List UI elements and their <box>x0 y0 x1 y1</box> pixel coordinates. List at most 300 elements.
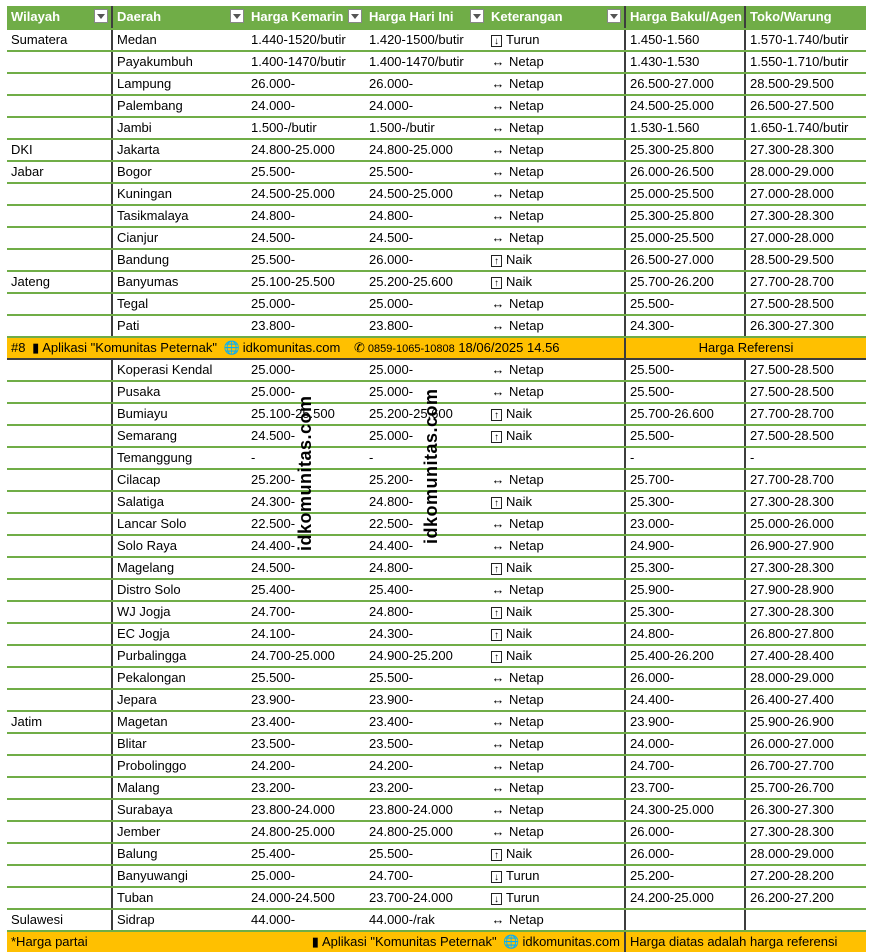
table-row <box>7 799 866 821</box>
table-row <box>7 271 866 293</box>
cell-bakul: 24.900- <box>625 535 745 557</box>
cell-toko: 26.700-27.700 <box>745 755 866 777</box>
cell-harga-hari-ini: 25.400- <box>365 579 487 601</box>
cell-harga-hari-ini: 24.800- <box>365 557 487 579</box>
up-arrow-icon: ↑ <box>491 607 502 619</box>
banner-phone[interactable]: 0859-1065-10808 <box>367 342 455 355</box>
cell-bakul: 26.000-26.500 <box>625 161 745 183</box>
cell-harga-kemarin: 44.000- <box>247 909 365 931</box>
cell-wilayah <box>7 73 112 95</box>
cell-keterangan <box>487 161 625 183</box>
cell-keterangan <box>487 469 625 491</box>
cell-keterangan <box>487 843 625 865</box>
cell-harga-kemarin: 25.500- <box>247 161 365 183</box>
trend-label: Netap <box>509 318 544 333</box>
cell-harga-kemarin: 25.400- <box>247 843 365 865</box>
table-row <box>7 29 866 51</box>
cell-harga-hari-ini: 24.800-25.000 <box>365 821 487 843</box>
table-row <box>7 557 866 579</box>
cell-wilayah <box>7 579 112 601</box>
trend-label: Netap <box>509 230 544 245</box>
cell-wilayah <box>7 887 112 909</box>
cell-harga-kemarin: 24.700-25.000 <box>247 645 365 667</box>
cell-daerah: WJ Jogja <box>112 601 247 623</box>
trend-label: Naik <box>506 406 533 421</box>
cell-wilayah <box>7 359 112 381</box>
cell-harga-hari-ini: 23.200- <box>365 777 487 799</box>
up-arrow-icon: ↑ <box>491 629 502 641</box>
cell-harga-kemarin: 24.300- <box>247 491 365 513</box>
cell-toko: 25.700-26.700 <box>745 777 866 799</box>
cell-daerah: Purbalingga <box>112 645 247 667</box>
table-row <box>7 117 866 139</box>
cell-harga-hari-ini: 1.420-1500/butir <box>365 29 487 51</box>
cell-toko: 28.000-29.000 <box>745 667 866 689</box>
cell-toko: 27.300-28.300 <box>745 821 866 843</box>
cell-keterangan <box>487 95 625 117</box>
up-arrow-icon: ↑ <box>491 849 502 861</box>
cell-keterangan <box>487 249 625 271</box>
table-row <box>7 887 866 909</box>
cell-harga-kemarin: 24.000- <box>247 95 365 117</box>
globe-icon: 🌐 <box>223 339 240 355</box>
cell-daerah: Sidrap <box>112 909 247 931</box>
cell-harga-kemarin: 24.500-25.000 <box>247 183 365 205</box>
cell-daerah: Solo Raya <box>112 535 247 557</box>
cell-daerah: EC Jogja <box>112 623 247 645</box>
cell-wilayah <box>7 315 112 337</box>
cell-keterangan <box>487 315 625 337</box>
header-label: Harga Bakul/Agen <box>630 9 742 24</box>
cell-bakul: 25.700- <box>625 469 745 491</box>
cell-toko: 27.700-28.700 <box>745 403 866 425</box>
cell-keterangan <box>487 755 625 777</box>
cell-keterangan <box>487 821 625 843</box>
filter-dropdown-icon[interactable] <box>607 9 621 23</box>
cell-daerah: Jakarta <box>112 139 247 161</box>
cell-harga-kemarin: - <box>247 447 365 469</box>
phone-app-icon: ▮ <box>311 934 319 949</box>
col-header-daerah[interactable] <box>112 6 247 29</box>
trend-label: Netap <box>509 362 544 377</box>
cell-bakul: - <box>625 447 745 469</box>
cell-harga-hari-ini: 44.000-/rak <box>365 909 487 931</box>
cell-harga-kemarin: 24.700- <box>247 601 365 623</box>
up-arrow-icon: ↑ <box>491 651 502 663</box>
trend-label: Naik <box>506 274 533 289</box>
cell-wilayah <box>7 777 112 799</box>
cell-harga-hari-ini: 24.300- <box>365 623 487 645</box>
cell-daerah: Lancar Solo <box>112 513 247 535</box>
cell-harga-hari-ini: 23.900- <box>365 689 487 711</box>
cell-harga-kemarin: 1.500-/butir <box>247 117 365 139</box>
cell-wilayah <box>7 293 112 315</box>
cell-harga-kemarin: 22.500- <box>247 513 365 535</box>
cell-bakul: 25.300-25.800 <box>625 139 745 161</box>
cell-keterangan <box>487 117 625 139</box>
steady-arrow-icon: ↔ <box>491 54 505 69</box>
cell-wilayah <box>7 381 112 403</box>
cell-bakul: 24.800- <box>625 623 745 645</box>
cell-bakul: 25.200- <box>625 865 745 887</box>
steady-arrow-icon: ↔ <box>491 362 505 377</box>
down-arrow-icon: ↓ <box>491 35 502 47</box>
cell-harga-hari-ini: 23.800- <box>365 315 487 337</box>
cell-harga-hari-ini: 22.500- <box>365 513 487 535</box>
table-row <box>7 733 866 755</box>
cell-harga-hari-ini: 24.800- <box>365 601 487 623</box>
steady-arrow-icon: ↔ <box>491 208 505 223</box>
steady-arrow-icon: ↔ <box>491 472 505 487</box>
cell-wilayah: DKI <box>7 139 112 161</box>
cell-bakul: 26.500-27.000 <box>625 73 745 95</box>
cell-harga-kemarin: 24.800-25.000 <box>247 139 365 161</box>
cell-bakul: 25.900- <box>625 579 745 601</box>
cell-wilayah <box>7 425 112 447</box>
trend-label: Netap <box>509 98 544 113</box>
cell-bakul: 24.400- <box>625 689 745 711</box>
steady-arrow-icon: ↔ <box>491 714 505 729</box>
cell-keterangan <box>487 183 625 205</box>
trend-label: Netap <box>509 142 544 157</box>
trend-label: Netap <box>509 120 544 135</box>
trend-label: Naik <box>506 846 533 861</box>
cell-toko: 28.500-29.500 <box>745 249 866 271</box>
cell-harga-kemarin: 23.800- <box>247 315 365 337</box>
cell-toko: 27.400-28.400 <box>745 645 866 667</box>
cell-bakul: 25.700-26.600 <box>625 403 745 425</box>
header-label: Daerah <box>117 9 162 24</box>
steady-arrow-icon: ↔ <box>491 230 505 245</box>
trend-label: Naik <box>506 428 533 443</box>
cell-daerah: Balung <box>112 843 247 865</box>
cell-harga-hari-ini: 23.400- <box>365 711 487 733</box>
footer-note: *Harga partai <box>7 931 247 952</box>
steady-arrow-icon: ↔ <box>491 802 505 817</box>
footer-ref-note: Harga diatas adalah harga referensi <box>625 931 866 952</box>
cell-wilayah <box>7 469 112 491</box>
trend-label: Naik <box>506 626 533 641</box>
steady-arrow-icon: ↔ <box>491 692 505 707</box>
cell-harga-kemarin: 23.800-24.000 <box>247 799 365 821</box>
cell-keterangan <box>487 733 625 755</box>
trend-label: Netap <box>509 714 544 729</box>
globe-icon: 🌐 <box>503 934 520 949</box>
cell-bakul: 26.000- <box>625 667 745 689</box>
cell-daerah: Jepara <box>112 689 247 711</box>
trend-label: Netap <box>509 384 544 399</box>
cell-keterangan <box>487 601 625 623</box>
cell-harga-kemarin: 1.400-1470/butir <box>247 51 365 73</box>
steady-arrow-icon: ↔ <box>491 912 505 927</box>
cell-wilayah <box>7 51 112 73</box>
cell-wilayah <box>7 601 112 623</box>
cell-toko: 27.000-28.000 <box>745 227 866 249</box>
col-header-wilayah[interactable] <box>7 6 112 29</box>
cell-daerah: Bogor <box>112 161 247 183</box>
cell-bakul: 25.300-25.800 <box>625 205 745 227</box>
cell-toko: 28.000-29.000 <box>745 843 866 865</box>
banner-row <box>7 337 866 359</box>
cell-keterangan <box>487 205 625 227</box>
cell-keterangan <box>487 139 625 161</box>
cell-bakul: 24.300-25.000 <box>625 799 745 821</box>
cell-harga-kemarin: 25.000- <box>247 381 365 403</box>
cell-harga-kemarin: 25.000- <box>247 865 365 887</box>
cell-keterangan <box>487 359 625 381</box>
steady-arrow-icon: ↔ <box>491 318 505 333</box>
col-header-toko <box>745 6 866 29</box>
cell-daerah: Jambi <box>112 117 247 139</box>
cell-harga-hari-ini: 24.500-25.000 <box>365 183 487 205</box>
cell-keterangan <box>487 447 625 469</box>
banner-info <box>7 337 625 359</box>
cell-daerah: Surabaya <box>112 799 247 821</box>
cell-wilayah <box>7 403 112 425</box>
cell-toko: 27.200-28.200 <box>745 865 866 887</box>
steady-arrow-icon: ↔ <box>491 164 505 179</box>
cell-keterangan <box>487 293 625 315</box>
cell-harga-kemarin: 23.400- <box>247 711 365 733</box>
cell-keterangan <box>487 403 625 425</box>
cell-harga-kemarin: 24.200- <box>247 755 365 777</box>
table-row <box>7 51 866 73</box>
table-row <box>7 139 866 161</box>
cell-wilayah <box>7 205 112 227</box>
cell-toko: - <box>745 447 866 469</box>
trend-label: Netap <box>509 538 544 553</box>
trend-label: Netap <box>509 472 544 487</box>
cell-daerah: Banyuwangi <box>112 865 247 887</box>
trend-label: Netap <box>509 54 544 69</box>
cell-toko: 27.500-28.500 <box>745 381 866 403</box>
cell-harga-hari-ini: 25.500- <box>365 161 487 183</box>
cell-keterangan <box>487 557 625 579</box>
up-arrow-icon: ↑ <box>491 563 502 575</box>
banner-site[interactable]: idkomunitas.com <box>242 339 341 355</box>
filter-dropdown-icon[interactable] <box>348 9 362 23</box>
cell-wilayah <box>7 535 112 557</box>
cell-bakul: 25.700-26.200 <box>625 271 745 293</box>
cell-harga-kemarin: 25.400- <box>247 579 365 601</box>
cell-wilayah <box>7 843 112 865</box>
table-row <box>7 623 866 645</box>
cell-keterangan <box>487 777 625 799</box>
cell-wilayah <box>7 667 112 689</box>
cell-harga-hari-ini: 24.800- <box>365 491 487 513</box>
cell-toko: 27.900-28.900 <box>745 579 866 601</box>
cell-wilayah <box>7 733 112 755</box>
cell-toko: 27.500-28.500 <box>745 359 866 381</box>
cell-harga-hari-ini: 25.000- <box>365 293 487 315</box>
cell-bakul: 24.200-25.000 <box>625 887 745 909</box>
cell-daerah: Temanggung <box>112 447 247 469</box>
cell-bakul: 25.300- <box>625 601 745 623</box>
steady-arrow-icon: ↔ <box>491 76 505 91</box>
cell-toko: 27.700-28.700 <box>745 271 866 293</box>
cell-harga-kemarin: 25.200- <box>247 469 365 491</box>
cell-toko: 27.700-28.700 <box>745 469 866 491</box>
cell-bakul: 24.300- <box>625 315 745 337</box>
cell-wilayah <box>7 623 112 645</box>
filter-dropdown-icon[interactable] <box>470 9 484 23</box>
cell-wilayah <box>7 447 112 469</box>
up-arrow-icon: ↑ <box>491 277 502 289</box>
steady-arrow-icon: ↔ <box>491 670 505 685</box>
cell-harga-kemarin: 25.100-25.500 <box>247 271 365 293</box>
cell-toko: 25.900-26.900 <box>745 711 866 733</box>
cell-toko: 1.550-1.710/butir <box>745 51 866 73</box>
cell-bakul: 26.500-27.000 <box>625 249 745 271</box>
header-label: Harga Hari Ini <box>369 9 454 24</box>
cell-wilayah: Sulawesi <box>7 909 112 931</box>
cell-daerah: Koperasi Kendal <box>112 359 247 381</box>
cell-daerah: Cilacap <box>112 469 247 491</box>
filter-dropdown-icon[interactable] <box>94 9 108 23</box>
cell-harga-hari-ini: 26.000- <box>365 249 487 271</box>
header-row <box>7 6 866 29</box>
cell-bakul: 26.000- <box>625 843 745 865</box>
price-sheet <box>7 6 866 952</box>
cell-wilayah <box>7 865 112 887</box>
cell-wilayah: Jatim <box>7 711 112 733</box>
telephone-icon: ✆ <box>353 339 365 355</box>
trend-label: Naik <box>506 494 533 509</box>
cell-keterangan <box>487 51 625 73</box>
cell-bakul: 24.700- <box>625 755 745 777</box>
table-row <box>7 95 866 117</box>
cell-toko: 27.500-28.500 <box>745 293 866 315</box>
cell-keterangan <box>487 623 625 645</box>
down-arrow-icon: ↓ <box>491 871 502 883</box>
cell-harga-hari-ini: 25.500- <box>365 843 487 865</box>
steady-arrow-icon: ↔ <box>491 186 505 201</box>
col-header-harga-hari-ini[interactable] <box>365 6 487 29</box>
cell-daerah: Magelang <box>112 557 247 579</box>
cell-keterangan <box>487 711 625 733</box>
cell-wilayah <box>7 799 112 821</box>
cell-harga-kemarin: 25.000- <box>247 293 365 315</box>
cell-harga-kemarin: 24.800- <box>247 205 365 227</box>
cell-wilayah: Sumatera <box>7 29 112 51</box>
cell-toko: 1.650-1.740/butir <box>745 117 866 139</box>
cell-harga-kemarin: 25.100-25.500 <box>247 403 365 425</box>
cell-daerah: Pusaka <box>112 381 247 403</box>
cell-keterangan <box>487 535 625 557</box>
steady-arrow-icon: ↔ <box>491 780 505 795</box>
cell-harga-hari-ini: 23.700-24.000 <box>365 887 487 909</box>
cell-harga-hari-ini: 24.700- <box>365 865 487 887</box>
cell-wilayah <box>7 755 112 777</box>
cell-keterangan <box>487 689 625 711</box>
table-row <box>7 359 866 381</box>
cell-bakul: 24.000- <box>625 733 745 755</box>
cell-wilayah <box>7 821 112 843</box>
cell-toko: 26.300-27.300 <box>745 315 866 337</box>
cell-wilayah <box>7 513 112 535</box>
cell-keterangan <box>487 909 625 931</box>
cell-daerah: Semarang <box>112 425 247 447</box>
cell-keterangan <box>487 799 625 821</box>
cell-wilayah <box>7 227 112 249</box>
cell-toko: 26.300-27.300 <box>745 799 866 821</box>
header-label: Wilayah <box>11 9 61 24</box>
filter-dropdown-icon[interactable] <box>230 9 244 23</box>
cell-daerah: Cianjur <box>112 227 247 249</box>
trend-label: Netap <box>509 208 544 223</box>
trend-label: Naik <box>506 648 533 663</box>
cell-harga-hari-ini: 24.200- <box>365 755 487 777</box>
cell-harga-kemarin: 24.100- <box>247 623 365 645</box>
cell-daerah: Bumiayu <box>112 403 247 425</box>
cell-keterangan <box>487 513 625 535</box>
col-header-keterangan[interactable] <box>487 6 625 29</box>
cell-toko: 26.200-27.200 <box>745 887 866 909</box>
table-row <box>7 645 866 667</box>
cell-harga-hari-ini: 24.400- <box>365 535 487 557</box>
cell-daerah: Tuban <box>112 887 247 909</box>
cell-toko: 26.400-27.400 <box>745 689 866 711</box>
table-row <box>7 777 866 799</box>
header-label: Keterangan <box>491 9 563 24</box>
cell-toko: 26.800-27.800 <box>745 623 866 645</box>
cell-toko <box>745 909 866 931</box>
cell-daerah: Tegal <box>112 293 247 315</box>
table-row <box>7 227 866 249</box>
steady-arrow-icon: ↔ <box>491 824 505 839</box>
table-row <box>7 843 866 865</box>
steady-arrow-icon: ↔ <box>491 538 505 553</box>
cell-daerah: Palembang <box>112 95 247 117</box>
cell-daerah: Distro Solo <box>112 579 247 601</box>
cell-harga-hari-ini: 24.800- <box>365 205 487 227</box>
cell-bakul: 25.500- <box>625 381 745 403</box>
cell-daerah: Pati <box>112 315 247 337</box>
up-arrow-icon: ↑ <box>491 497 502 509</box>
steady-arrow-icon: ↔ <box>491 582 505 597</box>
cell-harga-hari-ini: 25.000- <box>365 359 487 381</box>
cell-harga-hari-ini: 24.800-25.000 <box>365 139 487 161</box>
cell-harga-hari-ini: 24.900-25.200 <box>365 645 487 667</box>
watermark: idkomunitas.com <box>421 388 441 544</box>
steady-arrow-icon: ↔ <box>491 758 505 773</box>
steady-arrow-icon: ↔ <box>491 120 505 135</box>
trend-label: Naik <box>506 252 533 267</box>
cell-bakul: 24.500-25.000 <box>625 95 745 117</box>
cell-harga-kemarin: 23.200- <box>247 777 365 799</box>
cell-bakul <box>625 909 745 931</box>
trend-label: Netap <box>509 164 544 179</box>
cell-bakul: 25.400-26.200 <box>625 645 745 667</box>
cell-bakul: 25.500- <box>625 359 745 381</box>
cell-wilayah: Jateng <box>7 271 112 293</box>
cell-wilayah <box>7 95 112 117</box>
table-row <box>7 711 866 733</box>
table-row <box>7 601 866 623</box>
cell-bakul: 23.000- <box>625 513 745 535</box>
cell-harga-hari-ini: 25.200- <box>365 469 487 491</box>
table-row <box>7 73 866 95</box>
cell-keterangan <box>487 645 625 667</box>
footer-site[interactable]: idkomunitas.com <box>522 934 620 949</box>
col-header-harga-kemarin[interactable] <box>247 6 365 29</box>
cell-harga-kemarin: 23.900- <box>247 689 365 711</box>
col-header-bakul <box>625 6 745 29</box>
cell-bakul: 1.450-1.560 <box>625 29 745 51</box>
cell-harga-kemarin: 24.000-24.500 <box>247 887 365 909</box>
banner-number: #8 <box>11 339 26 355</box>
cell-harga-kemarin: 25.500- <box>247 249 365 271</box>
